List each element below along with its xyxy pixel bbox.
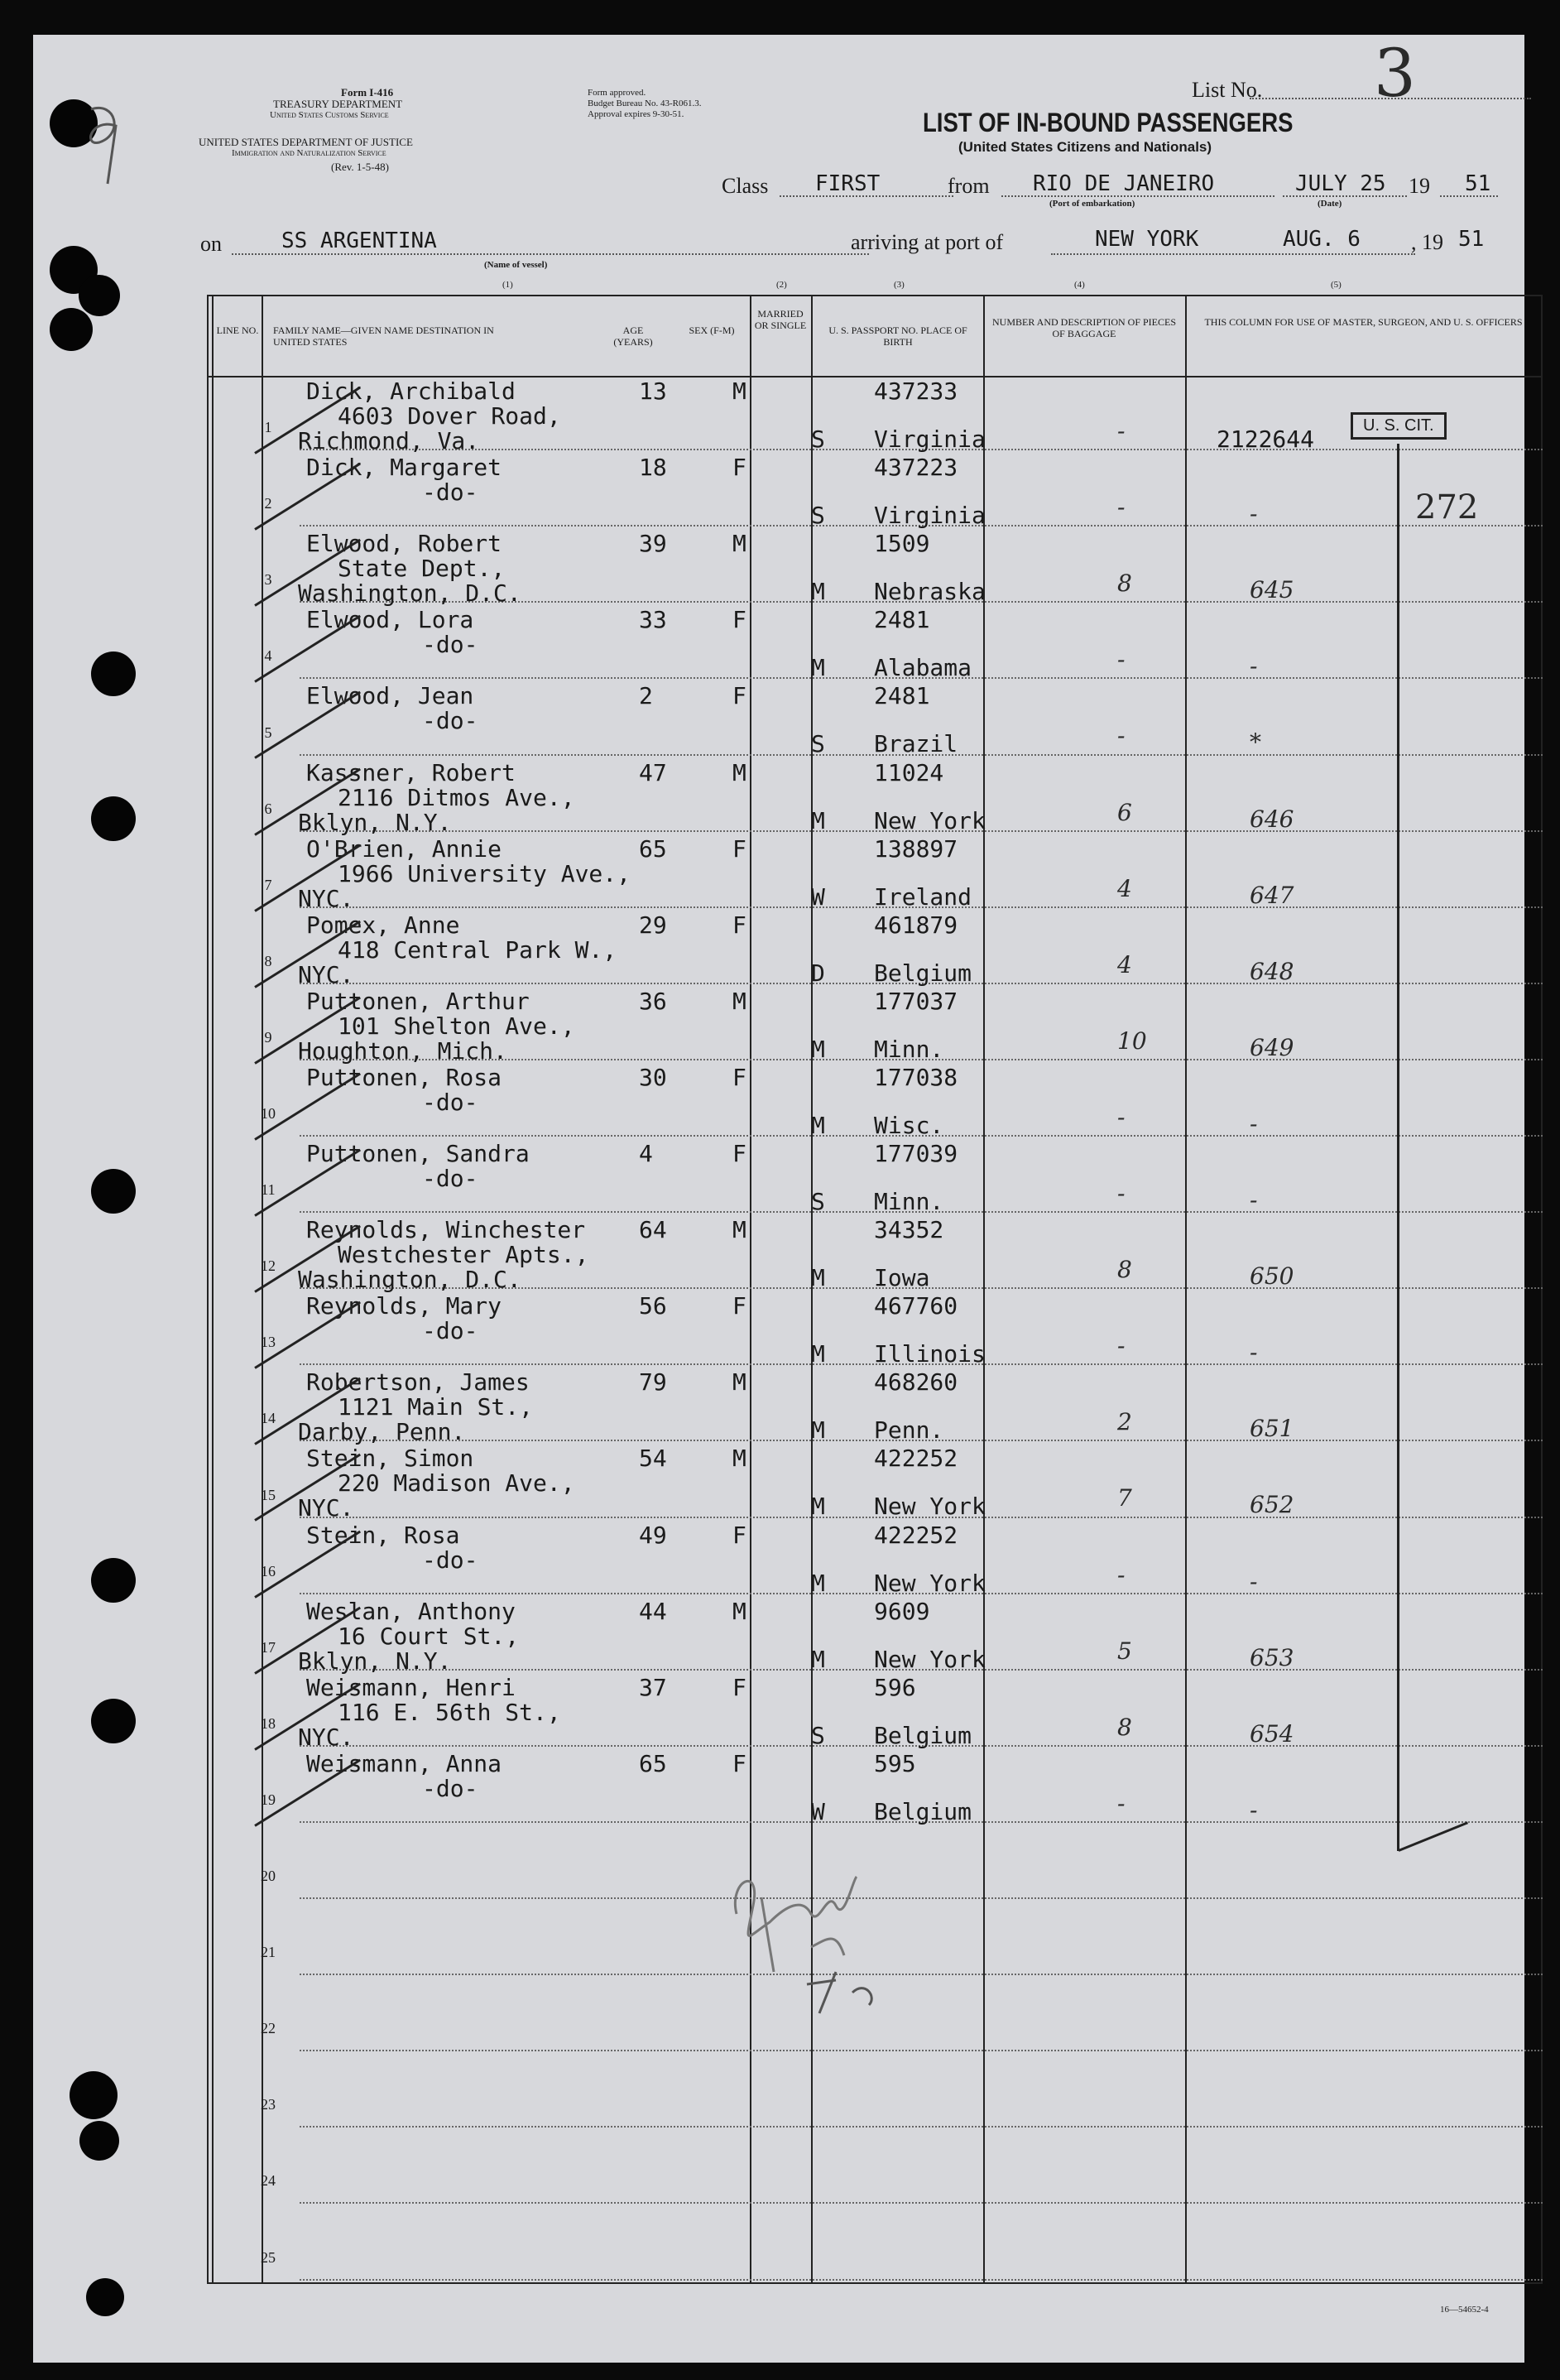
officer-number: 649	[1250, 1033, 1294, 1061]
passport-number: 11024	[874, 758, 944, 786]
baggage-count: 10	[1117, 1027, 1147, 1055]
line-number: 22	[261, 2020, 276, 2037]
col-num-3: (3)	[894, 280, 905, 290]
passport-number: 177038	[874, 1063, 958, 1091]
baggage-count: 8	[1117, 1256, 1132, 1284]
approval-line-1: Form approved.	[588, 88, 646, 98]
place-of-birth: New York	[874, 1493, 986, 1521]
col-num-2: (2)	[776, 280, 787, 290]
address-line-2: Bklyn, N.Y.	[298, 1647, 452, 1675]
place-of-birth: New York	[874, 806, 986, 834]
line-number: 18	[261, 1714, 276, 1732]
place-of-birth: Belgium	[874, 1721, 972, 1749]
age: 39	[639, 530, 667, 558]
place-of-birth: Illinois	[874, 1340, 986, 1368]
passenger-name: Weslan, Anthony	[306, 1597, 516, 1625]
embark-year: 51	[1465, 171, 1491, 196]
passport-number: 422252	[874, 1445, 958, 1473]
table-top-border	[207, 295, 1543, 296]
line-number: 10	[261, 1105, 276, 1122]
baggage-count: -	[1117, 493, 1126, 522]
age: 65	[639, 834, 667, 863]
marital-status: W	[811, 882, 825, 911]
embark-date: JULY 25	[1295, 171, 1386, 196]
header-officers: THIS COLUMN FOR USE OF MASTER, SURGEON, AND U. S. OFFICERS	[1204, 316, 1523, 328]
address-line-2: Darby, Penn.	[298, 1418, 466, 1446]
from-label: from	[948, 174, 990, 198]
bracket-tick	[1398, 1821, 1468, 1851]
port-embark-caption: (Port of embarkation)	[1049, 199, 1135, 209]
place-of-birth: Wisc.	[874, 1111, 944, 1139]
line-number: 23	[261, 2096, 276, 2113]
passenger-name: Puttonen, Rosa	[306, 1063, 502, 1091]
passenger-name: O'Brien, Annie	[306, 834, 502, 863]
officer-number: 647	[1250, 881, 1294, 909]
passenger-name: Elwood, Robert	[306, 530, 502, 558]
header-passport: U. S. PASSPORT NO. PLACE OF BIRTH	[828, 325, 967, 348]
line-number: 19	[261, 1791, 276, 1808]
address-line-1: -do-	[422, 1317, 478, 1345]
arrival-year-prefix: , 19	[1411, 230, 1443, 254]
line-number: 13	[261, 1334, 276, 1351]
passenger-name: Dick, Archibald	[306, 377, 516, 405]
sex: M	[732, 1445, 746, 1473]
age: 56	[639, 1292, 667, 1320]
officer-number: -	[1250, 652, 1258, 680]
age: 18	[639, 454, 667, 482]
row-divider	[300, 2202, 1543, 2204]
passport-number: 596	[874, 1673, 916, 1701]
place-of-birth: Virginia	[874, 426, 986, 453]
address-line-2: NYC.	[298, 884, 354, 912]
age: 4	[639, 1140, 653, 1167]
place-of-birth: New York	[874, 1569, 986, 1597]
arrival-date: AUG. 6	[1283, 227, 1361, 252]
place-of-birth: Ireland	[874, 882, 972, 911]
address-line-1: 220 Madison Ave.,	[338, 1469, 575, 1498]
sex: M	[732, 377, 746, 405]
passenger-name: Puttonen, Sandra	[306, 1140, 530, 1167]
line-number: 3	[264, 571, 272, 589]
address-line-1: -do-	[422, 707, 478, 735]
address-line-1: Westchester Apts.,	[338, 1241, 589, 1269]
baggage-count: -	[1117, 646, 1126, 674]
sex: F	[732, 1140, 746, 1167]
sex: F	[732, 1749, 746, 1777]
address-line-1: 4603 Dover Road,	[338, 402, 561, 430]
punch-hole	[91, 1169, 136, 1214]
baggage-count: -	[1117, 722, 1126, 750]
passport-number: 437223	[874, 454, 958, 482]
passport-number: 1509	[874, 530, 930, 558]
sex: M	[732, 1368, 746, 1397]
revision: (Rev. 1-5-48)	[331, 161, 389, 173]
row-divider	[300, 2279, 1543, 2281]
marital-status: M	[811, 1264, 825, 1292]
officer-number: 646	[1250, 805, 1294, 833]
passenger-name: Stein, Simon	[306, 1445, 474, 1473]
passenger-name: Robertson, James	[306, 1368, 530, 1397]
sex: F	[732, 834, 746, 863]
marital-status: M	[811, 1493, 825, 1521]
sex: F	[732, 682, 746, 710]
age: 36	[639, 987, 667, 1015]
marital-status: M	[811, 806, 825, 834]
passenger-name: Weismann, Anna	[306, 1749, 502, 1777]
age: 37	[639, 1673, 667, 1701]
page-title: LIST OF IN-BOUND PASSENGERS	[923, 108, 1294, 137]
manifest-page	[33, 35, 1524, 2363]
address-line-1: 418 Central Park W.,	[338, 935, 617, 964]
passport-number: 595	[874, 1749, 916, 1777]
punch-hole	[91, 796, 136, 841]
us-citizen-stamp: U. S. CIT.	[1351, 412, 1447, 440]
sex: F	[732, 1673, 746, 1701]
officer-number: -	[1250, 1186, 1258, 1214]
address-line-1: -do-	[422, 631, 478, 659]
marital-status: M	[811, 1569, 825, 1597]
baggage-count: -	[1117, 1789, 1126, 1817]
address-line-2: NYC.	[298, 1494, 354, 1522]
passenger-name: Reynolds, Mary	[306, 1292, 502, 1320]
baggage-count: -	[1117, 1560, 1126, 1589]
header-age: AGE (YEARS)	[613, 325, 653, 348]
address-line-2: NYC.	[298, 960, 354, 988]
header-baggage: NUMBER AND DESCRIPTION OF PIECES OF BAGGAGE	[991, 316, 1177, 339]
passport-number: 138897	[874, 834, 958, 863]
approval-line-3: Approval expires 9-30-51.	[588, 109, 684, 119]
baggage-count: 6	[1117, 798, 1132, 826]
address-line-2: Bklyn, N.Y.	[298, 808, 452, 836]
age: 47	[639, 758, 667, 786]
line-number: 6	[264, 800, 272, 817]
marital-status: M	[811, 1645, 825, 1673]
line-number: 2	[264, 495, 272, 512]
address-line-1: 2116 Ditmos Ave.,	[338, 783, 575, 811]
marital-status: M	[811, 1035, 825, 1063]
class-label: Class	[722, 174, 769, 198]
line-number: 7	[264, 876, 272, 893]
passport-number: 461879	[874, 911, 958, 939]
passenger-name: Pomex, Anne	[306, 911, 460, 939]
place-of-birth: Penn.	[874, 1416, 944, 1445]
place-of-birth: Nebraska	[874, 578, 986, 606]
punch-hole	[86, 2278, 124, 2316]
marital-status: D	[811, 959, 825, 987]
col-num-5: (5)	[1331, 280, 1342, 290]
address-line-1: State Dept.,	[338, 555, 506, 583]
age: 30	[639, 1063, 667, 1091]
officer-number: 652	[1250, 1491, 1294, 1519]
on-label: on	[200, 232, 222, 256]
marital-status: W	[811, 1797, 825, 1825]
punch-hole	[79, 2121, 119, 2161]
footer-code: 16—54652-4	[1440, 2305, 1489, 2315]
officer-number: -	[1250, 1339, 1258, 1367]
sex: F	[732, 1063, 746, 1091]
sex: M	[732, 1597, 746, 1625]
passport-number: 2481	[874, 606, 930, 634]
baggage-count: 4	[1117, 874, 1132, 902]
officer-number: 645	[1250, 576, 1294, 604]
arrival-port: NEW YORK	[1095, 227, 1199, 252]
age: 65	[639, 1749, 667, 1777]
marital-status: M	[811, 1416, 825, 1445]
address-line-1: 16 Court St.,	[338, 1622, 520, 1650]
place-of-birth: Belgium	[874, 1797, 972, 1825]
address-line-2: NYC.	[298, 1723, 354, 1751]
place-of-birth: Minn.	[874, 1035, 944, 1063]
passenger-name: Stein, Rosa	[306, 1521, 460, 1549]
address-line-2: Houghton, Mich.	[298, 1036, 507, 1065]
place-of-birth: Virginia	[874, 502, 986, 530]
sex: F	[732, 1292, 746, 1320]
punch-hole	[70, 2071, 118, 2119]
place-of-birth: Brazil	[874, 730, 958, 758]
customs-service: United States Customs Service	[270, 110, 389, 120]
age: 2	[639, 682, 653, 710]
baggage-count: 7	[1117, 1484, 1132, 1512]
bracket-line	[1397, 444, 1399, 1851]
passenger-name: Kassner, Robert	[306, 758, 516, 786]
passenger-name: Reynolds, Winchester	[306, 1216, 586, 1244]
col-num-1: (1)	[502, 280, 513, 290]
baggage-count: 5	[1117, 1637, 1132, 1665]
passport-number: 422252	[874, 1521, 958, 1549]
officer-number: 648	[1250, 957, 1294, 985]
list-no-label: List No.	[1192, 78, 1263, 102]
address-line-1: 1966 University Ave.,	[338, 859, 631, 887]
age: 49	[639, 1521, 667, 1549]
baggage-count: 8	[1117, 1713, 1132, 1741]
approval-line-2: Budget Bureau No. 43-R061.3.	[588, 99, 702, 108]
baggage-count: 2	[1117, 1408, 1132, 1436]
age: 13	[639, 377, 667, 405]
port-of-embarkation: RIO DE JANEIRO	[1033, 171, 1215, 196]
officer-value-row1: 2122644	[1217, 426, 1315, 453]
marital-status: S	[811, 426, 825, 453]
address-line-1: 116 E. 56th St.,	[338, 1698, 561, 1726]
address-line-1: -do-	[422, 478, 478, 507]
arriving-label: arriving at port of	[851, 230, 1004, 254]
sex: M	[732, 987, 746, 1015]
marital-status: S	[811, 502, 825, 530]
address-line-2: Washington, D.C.	[298, 579, 521, 608]
header-line-no: LINE NO.	[216, 325, 259, 336]
age: 64	[639, 1216, 667, 1244]
row-divider	[300, 2050, 1543, 2051]
sex: F	[732, 1521, 746, 1549]
line-number: 9	[264, 1028, 272, 1046]
table-bottom-border	[207, 2282, 1543, 2284]
marital-status: M	[811, 654, 825, 682]
line-number: 8	[264, 952, 272, 969]
passport-number: 2481	[874, 682, 930, 710]
address-line-1: -do-	[422, 1546, 478, 1574]
row-divider	[300, 1897, 1543, 1899]
baggage-count: -	[1117, 1332, 1126, 1360]
officer-number: -	[1250, 500, 1258, 528]
passport-number: 9609	[874, 1597, 930, 1625]
place-of-birth: Alabama	[874, 654, 972, 682]
vessel-caption: (Name of vessel)	[484, 260, 548, 270]
passenger-name: Dick, Margaret	[306, 454, 502, 482]
justice-dept: UNITED STATES DEPARTMENT OF JUSTICE	[199, 136, 413, 148]
sex: M	[732, 530, 746, 558]
officer-number: -	[1250, 1567, 1258, 1595]
passenger-name: Weismann, Henri	[306, 1673, 516, 1701]
page-subtitle: (United States Citizens and Nationals)	[958, 139, 1212, 155]
place-of-birth: Minn.	[874, 1188, 944, 1215]
address-line-1: -do-	[422, 1088, 478, 1116]
line-number: 21	[261, 1944, 276, 1961]
treasury-dept: TREASURY DEPARTMENT	[273, 98, 403, 110]
line-number: 24	[261, 2172, 276, 2190]
age: 29	[639, 911, 667, 939]
officer-number: -	[1250, 1109, 1258, 1137]
passport-number: 177037	[874, 987, 958, 1015]
baggage-count: -	[1117, 417, 1126, 445]
year-prefix: 19	[1409, 174, 1430, 198]
address-line-1: -do-	[422, 1774, 478, 1802]
inspector-signature	[712, 1831, 894, 2022]
punch-hole	[91, 1699, 136, 1743]
baggage-count: -	[1117, 1103, 1126, 1131]
passport-number: 467760	[874, 1292, 958, 1320]
col-num-4: (4)	[1074, 280, 1085, 290]
marital-status: M	[811, 1340, 825, 1368]
marital-status: S	[811, 1721, 825, 1749]
sex: F	[732, 454, 746, 482]
form-number: Form I-416	[341, 86, 394, 99]
officer-number: -	[1250, 1796, 1258, 1824]
line-number: 12	[261, 1257, 276, 1275]
place-of-birth: Iowa	[874, 1264, 930, 1292]
passport-number: 437233	[874, 377, 958, 405]
marital-status: M	[811, 1111, 825, 1139]
address-line-2: Richmond, Va.	[298, 427, 480, 454]
line-number: 16	[261, 1562, 276, 1579]
punch-hole	[50, 308, 93, 351]
place-of-birth: New York	[874, 1645, 986, 1673]
margin-number: 272	[1415, 488, 1479, 526]
sex: F	[732, 606, 746, 634]
baggage-count: 8	[1117, 570, 1132, 598]
marital-status: S	[811, 730, 825, 758]
vessel-name: SS ARGENTINA	[281, 228, 437, 253]
age: 54	[639, 1445, 667, 1473]
ins-service: Immigration and Naturalization Service	[232, 148, 386, 158]
baggage-count: 4	[1117, 950, 1132, 978]
header-married: MARRIED OR SINGLE	[754, 308, 807, 331]
header-sex: SEX (F-M)	[689, 325, 735, 336]
officer-number: 654	[1250, 1719, 1294, 1748]
address-line-1: -do-	[422, 1165, 478, 1192]
officer-number: *	[1250, 728, 1261, 757]
line-number: 11	[261, 1181, 276, 1199]
age: 44	[639, 1597, 667, 1625]
class-value: FIRST	[815, 171, 881, 196]
marital-status: M	[811, 578, 825, 606]
sex: M	[732, 1216, 746, 1244]
line-number: 14	[261, 1410, 276, 1427]
place-of-birth: Belgium	[874, 959, 972, 987]
arrival-year: 51	[1458, 227, 1485, 252]
list-number: 3	[1374, 35, 1416, 112]
marital-status: S	[811, 1188, 825, 1215]
punch-hole	[91, 1558, 136, 1603]
line-number: 25	[261, 2248, 276, 2266]
punch-hole	[91, 651, 136, 696]
passport-number: 34352	[874, 1216, 944, 1244]
officer-number: 650	[1250, 1262, 1294, 1291]
row-divider	[300, 2126, 1543, 2128]
sex: M	[732, 758, 746, 786]
date-caption: (Date)	[1318, 199, 1342, 209]
margin-mark	[74, 101, 141, 200]
officer-number: 653	[1250, 1643, 1294, 1671]
officer-number: 651	[1250, 1415, 1294, 1443]
address-line-1: 1121 Main St.,	[338, 1393, 534, 1421]
passenger-name: Elwood, Jean	[306, 682, 474, 710]
line-number: 17	[261, 1638, 276, 1656]
passport-number: 177039	[874, 1140, 958, 1167]
header-name: FAMILY NAME—GIVEN NAME DESTINATION IN UNITED STATES	[273, 325, 494, 348]
address-line-1: 101 Shelton Ave.,	[338, 1012, 575, 1040]
address-line-2: Washington, D.C.	[298, 1266, 521, 1294]
line-number: 1	[264, 419, 272, 436]
line-number: 4	[264, 647, 272, 665]
passport-number: 468260	[874, 1368, 958, 1397]
punch-hole	[79, 275, 120, 316]
age: 33	[639, 606, 667, 634]
passenger-name: Puttonen, Arthur	[306, 987, 530, 1015]
age: 79	[639, 1368, 667, 1397]
passenger-name: Elwood, Lora	[306, 606, 474, 634]
baggage-count: -	[1117, 1180, 1126, 1207]
row-divider	[300, 1974, 1543, 1975]
line-number: 15	[261, 1486, 276, 1503]
line-number: 20	[261, 1868, 276, 1884]
sex: F	[732, 911, 746, 939]
line-number: 5	[264, 724, 272, 741]
